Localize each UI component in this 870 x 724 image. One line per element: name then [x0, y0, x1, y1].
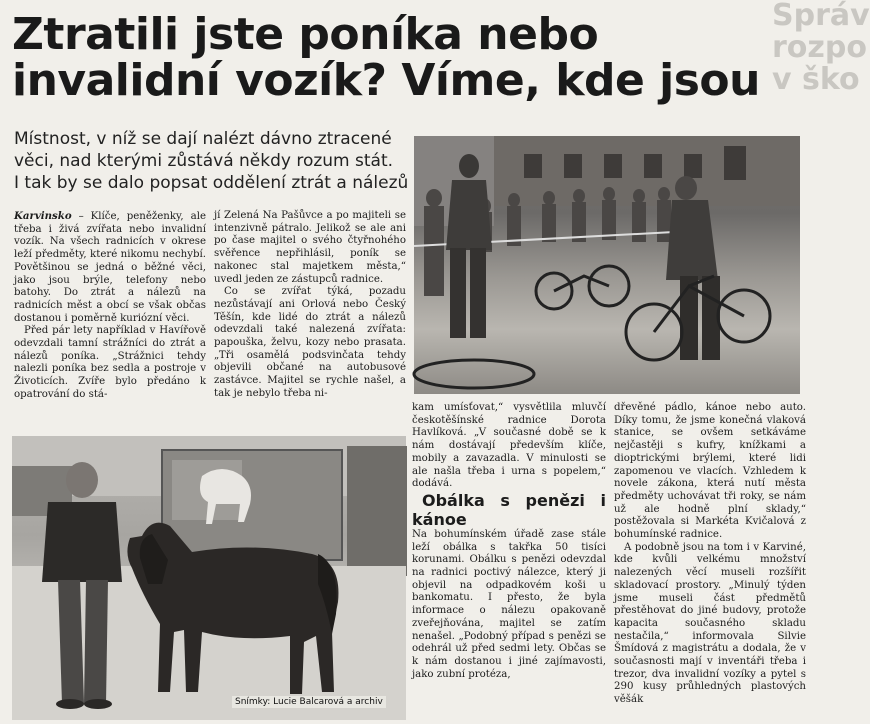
lead-paragraph [14, 128, 409, 194]
subheading: Obálka s penězi i kánoe [412, 490, 606, 529]
paragraph: A podobně jsou na tom i v Karviné, kde kvůli velkému množství nalezených věcí museli rozšířit skladovací prostory. „Minulý týden jsme museli část předmětů přestěhovat do jiné budovy, protože kapacita současného skladu nestačila,“ informovala Silvie Šmídová z magistrátu a dodala, že v současnosti mají v inventáři třeba i trezor, dva invalidní vozíky a pytel s 290 kusy průhledných plastových věšák [614, 541, 806, 706]
paragraph: Před pár lety například v Havířově odevzdali tamní strážníci do ztrát a nálezů poníka. „Strážnici tehdy nalezli poníka bez sedla a postroje v Životicích. Zvíře bylo předáno k opatrování do stá- [14, 325, 206, 400]
bleed-through-text: Správ rozpo v ško [772, 0, 870, 97]
paragraph: Karvinsko – Klíče, peněženky, ale třeba i živá zvířata nebo invalidní vozík. Na všech radnicích v okrese leží předměty, které nikomu nechybí. Povětšinou se jedná o běžné věci, jako jsou brýle, telefony nebo batohy. Do ztrát a nálezů na radnicích měst a obcí se však občas dostanou i poměrně kuriózní věci. [14, 210, 206, 324]
lead-line-1: Místnost, v níž se dají nalézt dávno ztracené [14, 129, 392, 149]
photo-pony [12, 436, 406, 720]
article-column-4 [614, 402, 806, 720]
paragraph: jí Zelená Na Pašůvce a po majiteli se intenzivně pátralo. Jelikož se ale ani po čase majitel o svého čtyřnohého svěřence nepřihlásil, poník se nakonec stal majetkem města,“ uvedl jeden ze zástupců radnice. [214, 210, 406, 285]
dateline: Karvinsko [14, 210, 72, 222]
article-column-3 [412, 402, 606, 720]
headline [12, 9, 842, 106]
paragraph: dřevěné pádlo, kánoe nebo auto. Díky tomu, že jsme konečná vlaková stanice, se ovšem setkáváme nejčastěji s kufry, knížkami a dioptrickými brýlemi, které lidi zapomenou ve vlacích. Vzhledem k novele zákona, která nutí města předměty uchovávat tři roky, se nám už ale hodně plní sklady,“ postěžovala si Markéta Kvičalová z bohumínské radnice. [614, 402, 806, 541]
paragraph: Na bohumínském úřadě zase stále leží obálka s takřka 50 tisíci korunami. Obálku s penězi odevzdal na radnici poctivý nálezce, který ji objevil na odpadkovém koši u bankomatu. I přesto, že byla informace o nálezu opakovaně zveřejňována, majitel se zatím nenašel. „Podobný případ s penězi se odehrál už před sedmi lety. Občas se k nám dostanou i jiné zajímavosti, jako zubní protéza, [412, 528, 606, 680]
paragraph: Co se zvířat týká, pozadu nezůstávají ani Orlová nebo Český Těšín, kde lidé do ztrát a nálezů odevzdali také nalezená zvířata: papouška, želvu, kozy nebo prasata. „Tři osamělá podsvinčata tehdy objevili občané na autobusové zastávce. Majitel se rychle našel, a tak je nebylo třeba ni- [214, 286, 406, 399]
photo-sale-scene [414, 136, 800, 394]
lead-line-3: I tak by se dalo popsat oddělení ztrát a nálezů [14, 173, 409, 193]
headline-line-1: Ztratili jste poníka nebo [12, 9, 599, 60]
photo-credit: Snímky: Lucie Balcarová a archiv [232, 696, 386, 708]
article-column-2 [214, 210, 406, 428]
article-column-1 [14, 210, 206, 428]
photo-pony-scene [12, 436, 406, 720]
headline-line-2: invalidní vozík? Víme, kde jsou [12, 55, 760, 106]
photo-lost-and-found-sale [414, 136, 800, 394]
lead-line-2: věci, nad kterými zůstává někdy rozum stát. [14, 151, 394, 171]
paragraph: kam umísťovat,“ vysvětlila mluvčí českotěšínské radnice Dorota Havlíková. „V současné době se k nám dostávají především klíče, mobily a zavazadla. V minulosti se ale našla třeba i urna s popelem,“ dodává. [412, 402, 606, 490]
